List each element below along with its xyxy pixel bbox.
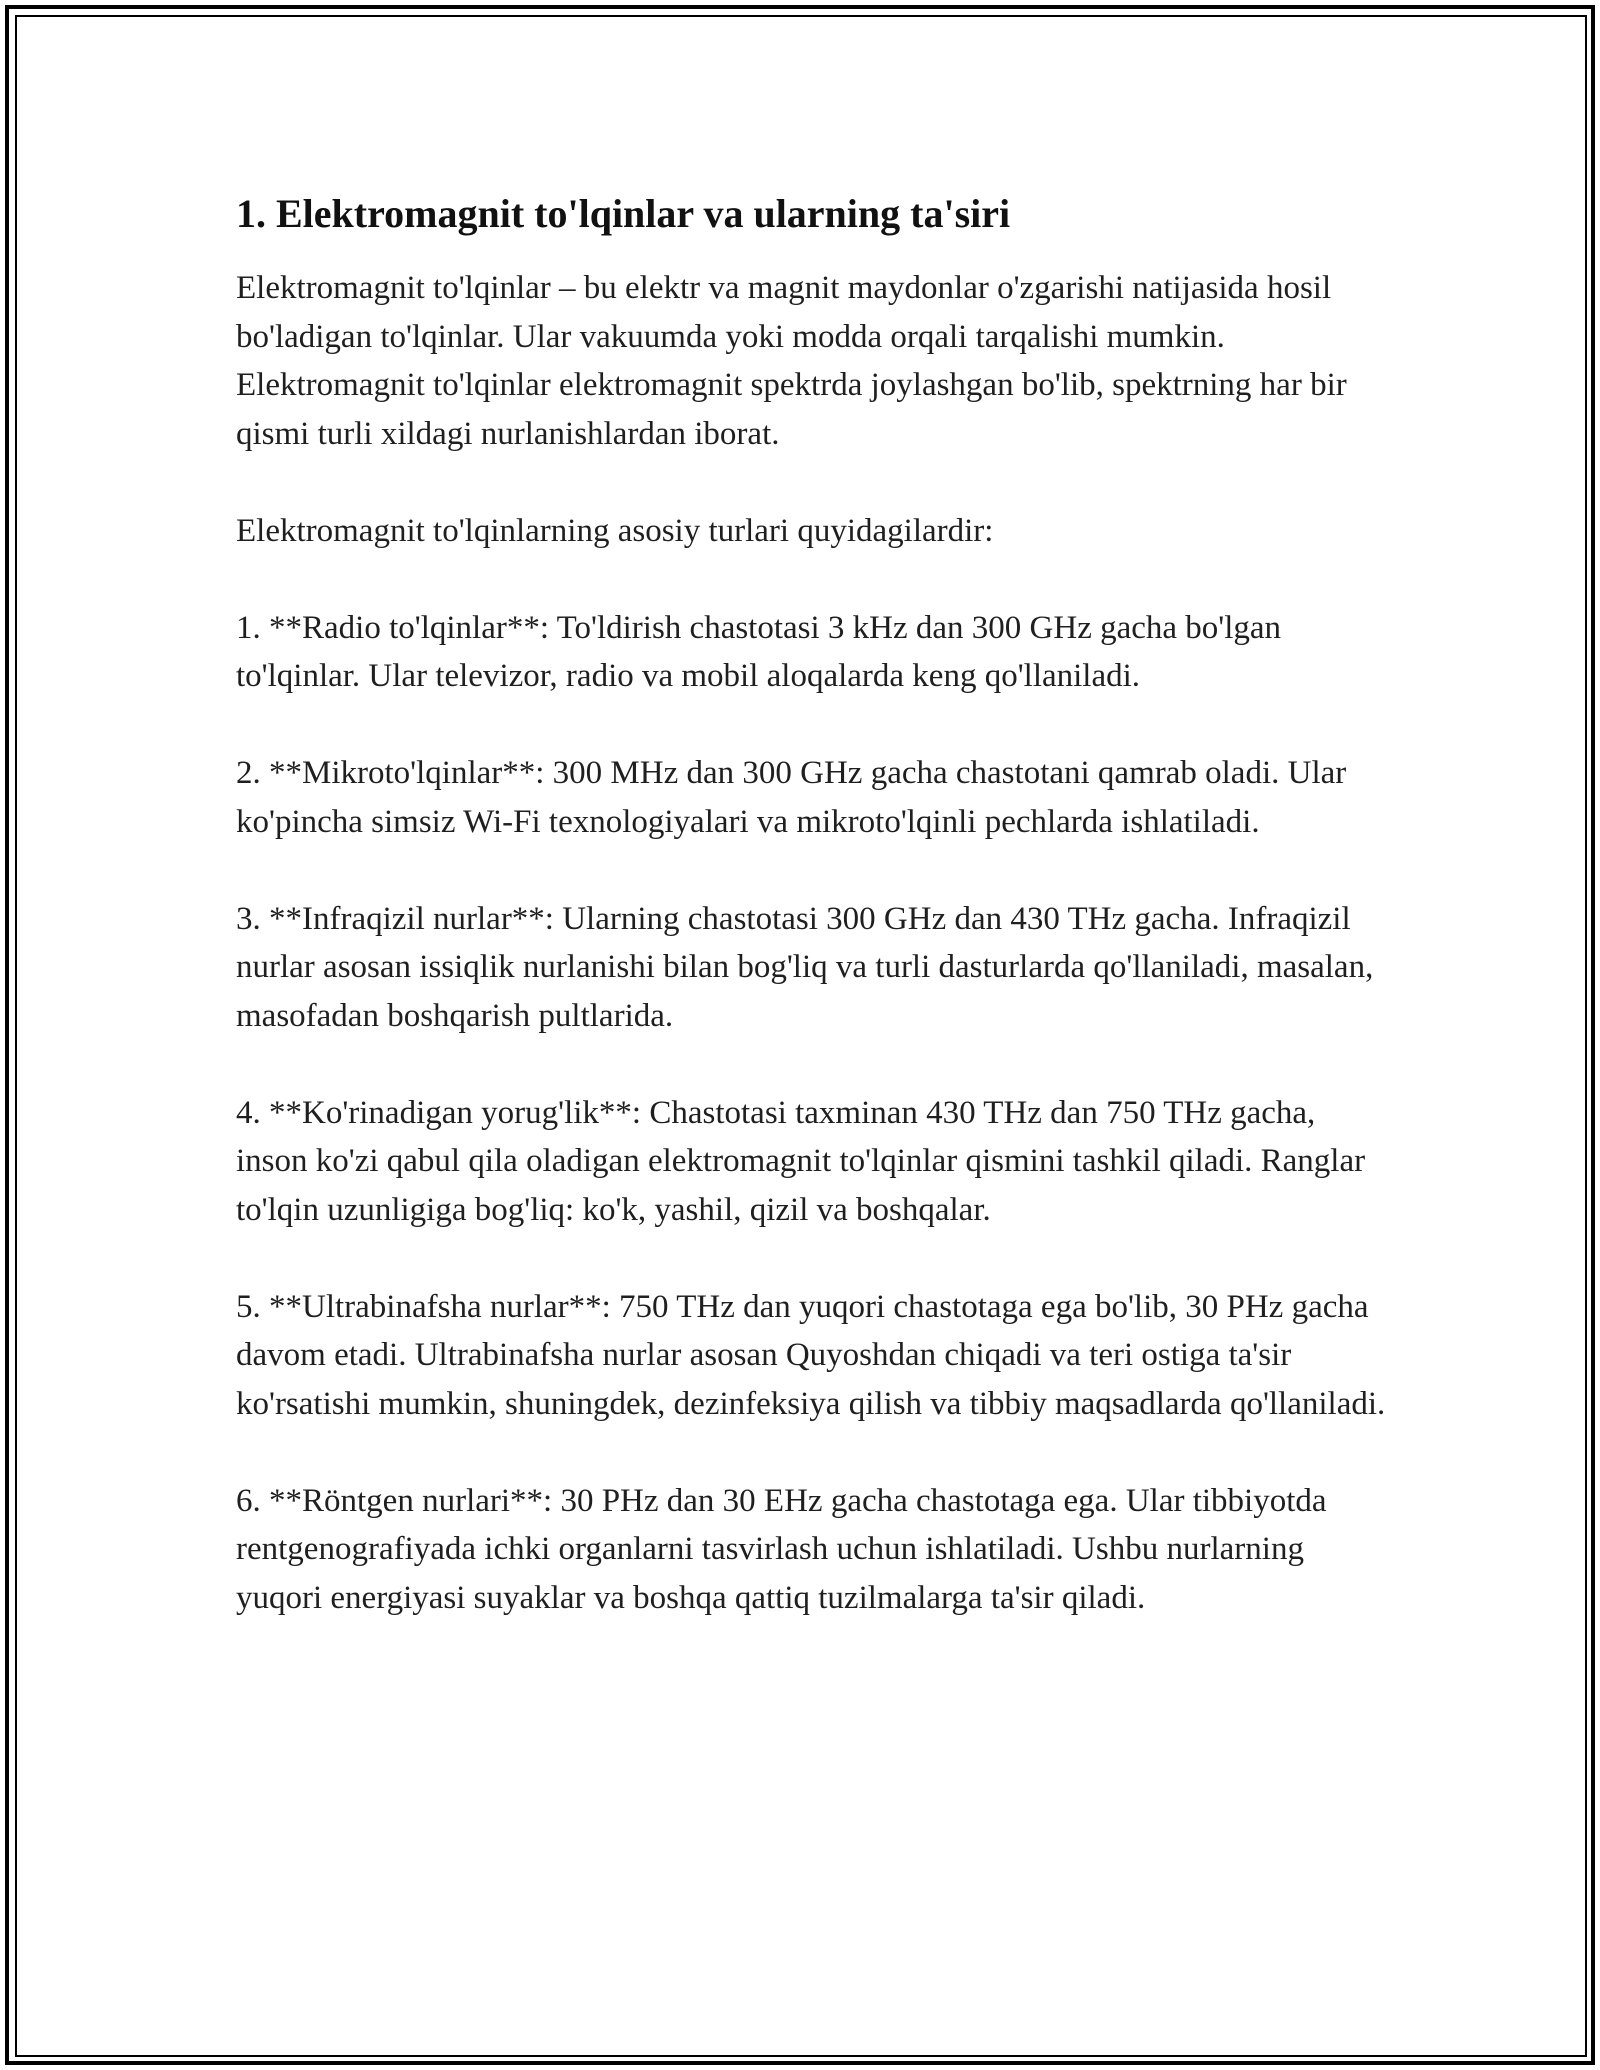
list-item-visible-light: 4. **Ko'rinadigan yorug'lik**: Chastotasi taxminan 430 THz dan 750 THz gacha, inson ko'zi qabul qila oladigan elektromagnit to'lqinlar qismini tashkil qiladi. Ranglar to'lqin uzunligiga bog'liq: ko'k, yashil, qizil va boshqalar.: [236, 1094, 1374, 1228]
list-item-infrared: 3. **Infraqizil nurlar**: Ularning chastotasi 300 GHz dan 430 THz gacha. Infraqizil nurlar asosan issiqlik nurlanishi bilan bog'liq va turli dasturlarda qo'llaniladi, masalan, masofadan boshqarish pultlarida.: [236, 900, 1382, 1034]
types-lead-paragraph: Elektromagnit to'lqinlarning asosiy turlari quyidagilardir:: [236, 512, 994, 549]
list-item-ultraviolet: 5. **Ultrabinafsha nurlar**: 750 THz dan yuqori chastotaga ega bo'lib, 30 PHz gacha davom etadi. Ultrabinafsha nurlar asosan Quyoshdan chiqadi va teri ostiga ta'sir ko'rsatishi mumkin, shuningdek, dezinfeksiya qilish va tibbiy maqsadlarda qo'llaniladi.: [236, 1288, 1386, 1422]
list-item-xrays: 6. **Röntgen nurlari**: 30 PHz dan 30 EHz gacha chastotaga ega. Ular tibbiyotda rentgenografiyada ichki organlarni tasvirlash uchun ishlatiladi. Ushbu nurlarning yuqori energiyasi suyaklar va boshqa qattiq tuzilmalarga ta'sir qiladi.: [236, 1482, 1335, 1616]
document-body: [236, 188, 1386, 1622]
list-item-microwaves: 2. **Mikroto'lqinlar**: 300 MHz dan 300 GHz gacha chastotani qamrab oladi. Ular ko'pincha simsiz Wi-Fi texnologiyalari va mikroto'lqinli pechlarda ishlatiladi.: [236, 755, 1355, 840]
list-item-radio-waves: 1. **Radio to'lqinlar**: To'ldirish chastotasi 3 kHz dan 300 GHz gacha bo'lgan to'lqinlar. Ular televizor, radio va mobil aloqalarda keng qo'llaniladi.: [236, 609, 1290, 694]
intro-paragraph: Elektromagnit to'lqinlar – bu elektr va magnit maydonlar o'zgarishi natijasida hosil bo'ladigan to'lqinlar. Ular vakuumda yoki modda orqali tarqalishi mumkin. Elektromagnit to'lqinlar elektromagnit spektrda joylashgan bo'lib, spektrning har bir qismi turli xildagi nurlanishlardan iborat.: [236, 270, 1355, 452]
document-title: 1. Elektromagnit to'lqinlar va ularning ta'siri: [236, 191, 1011, 236]
